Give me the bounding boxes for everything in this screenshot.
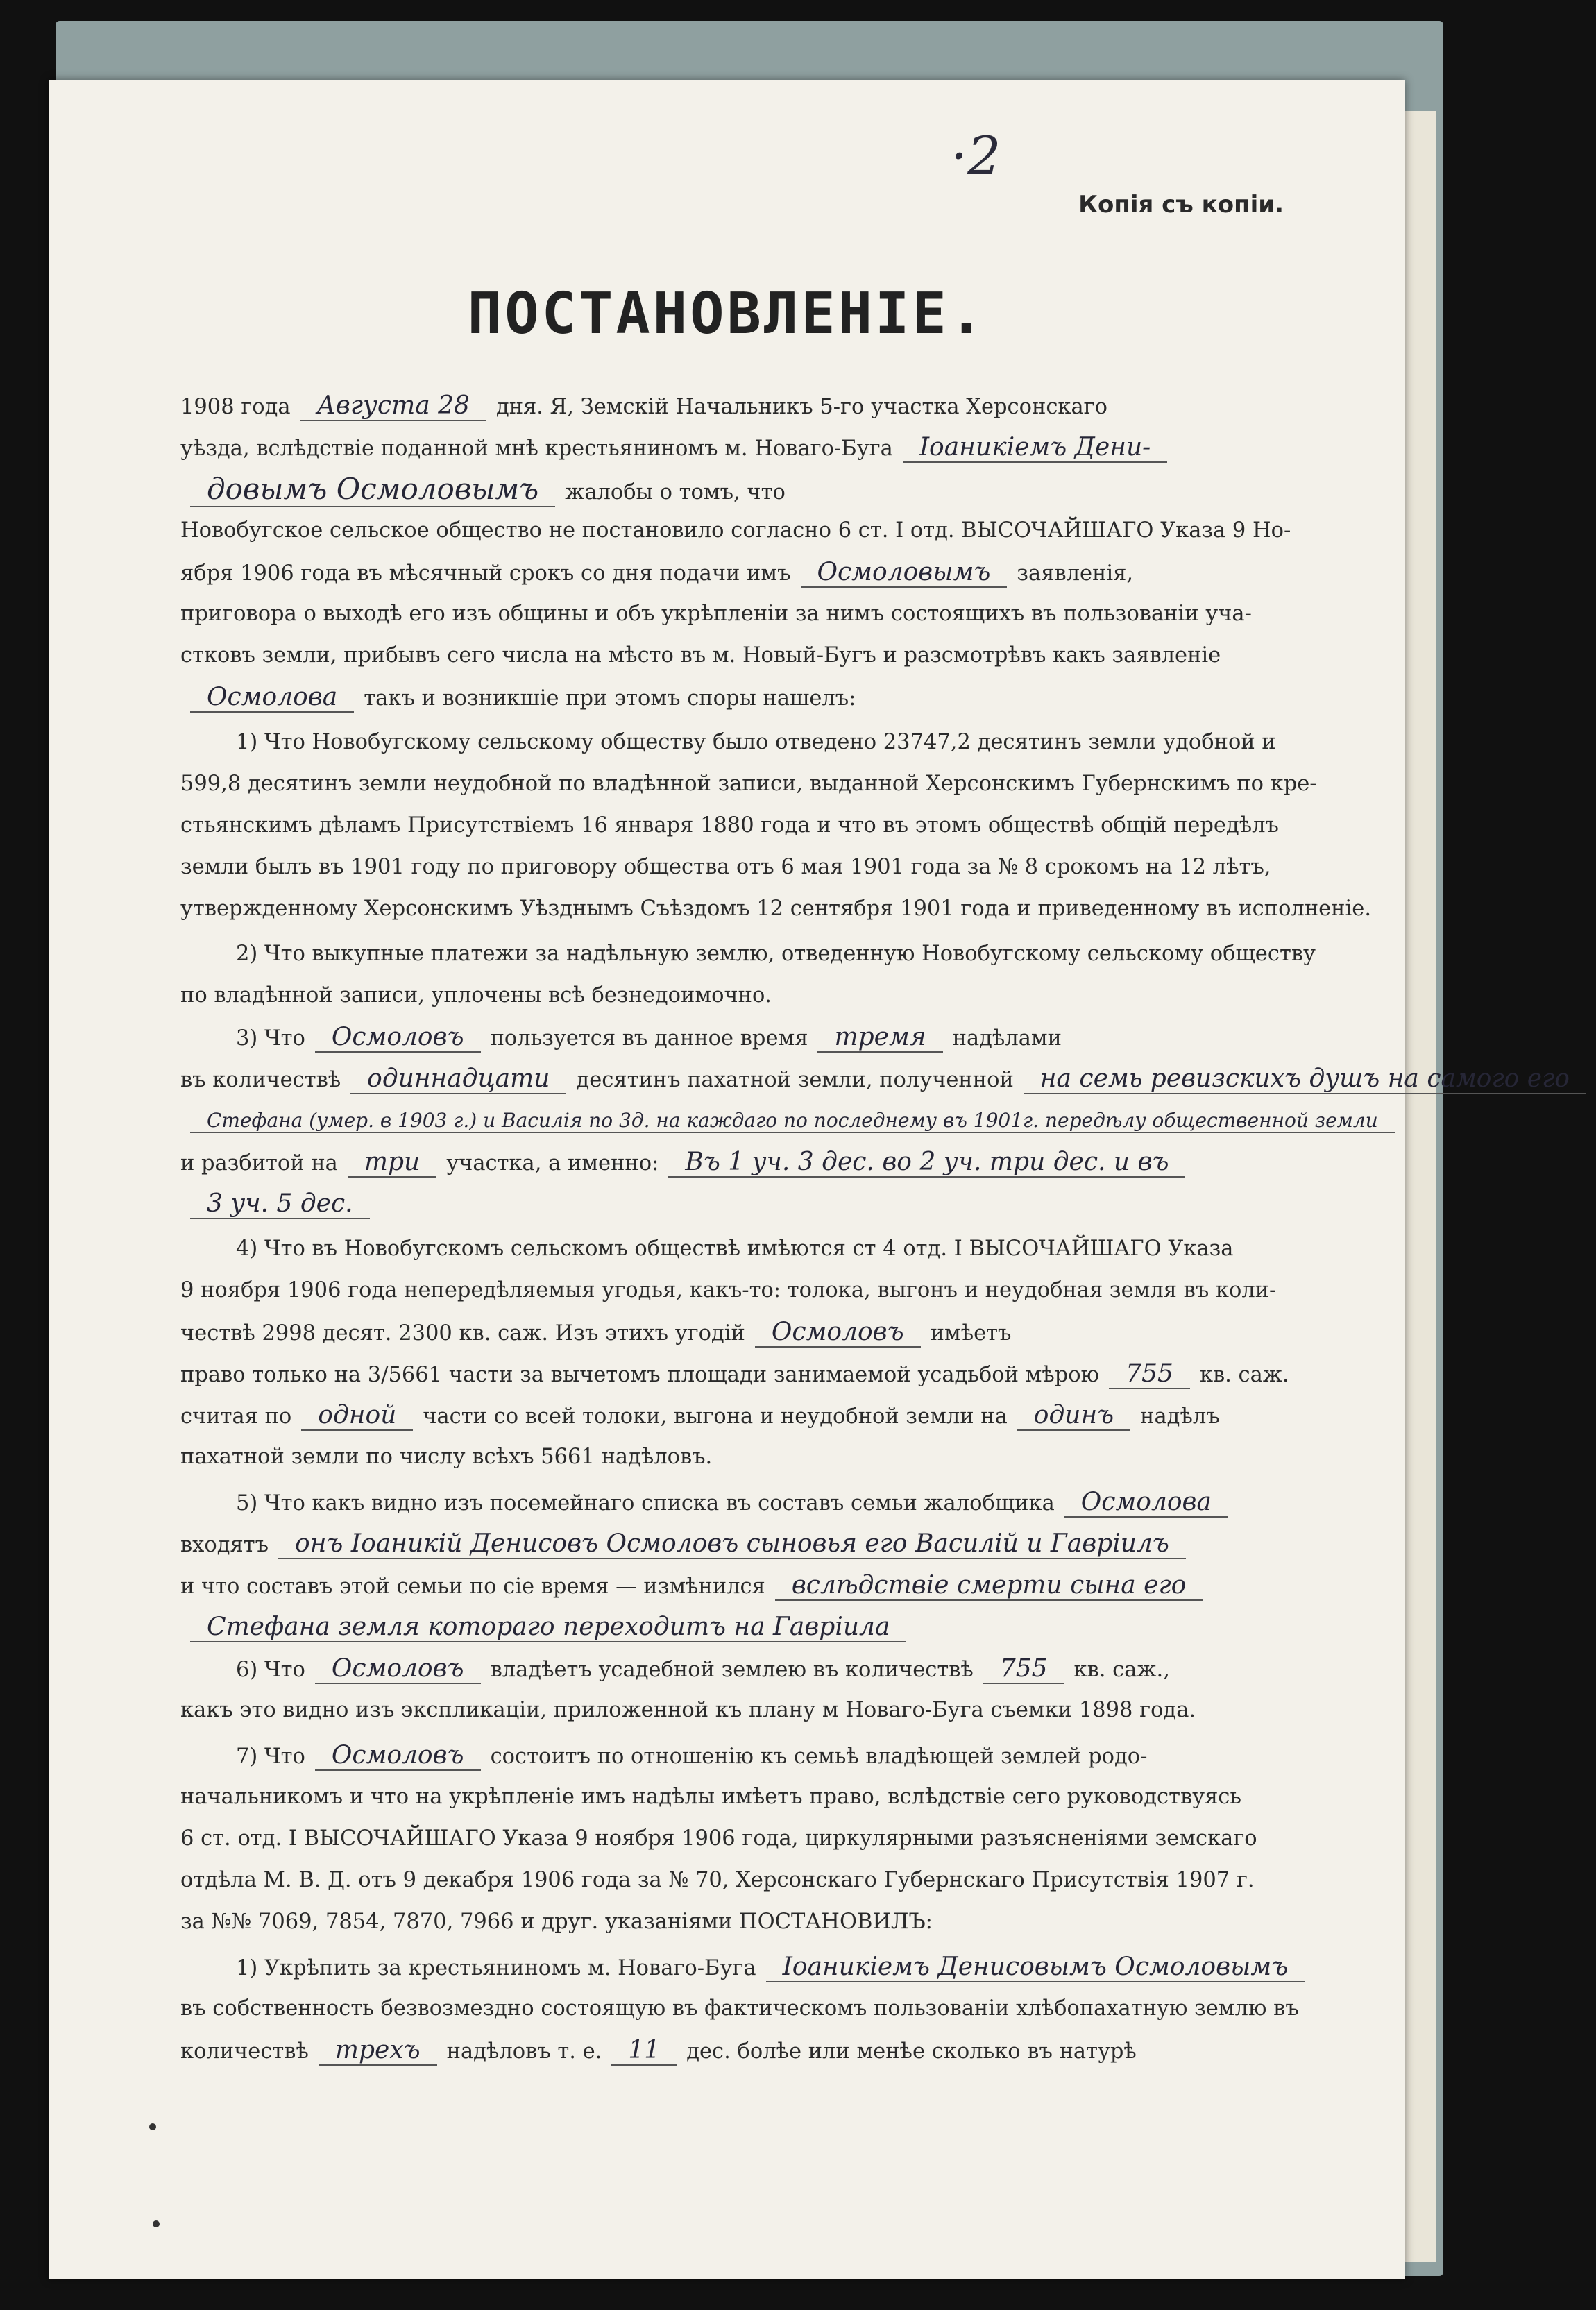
printed-text: 6 ст. отд. I ВЫСОЧАЙШАГО Указа 9 ноября 1906 года, циркулярными разъясненіями земскаго xyxy=(180,1826,1257,1851)
printed-text: владѣетъ усадебной землею въ количествѣ xyxy=(490,1658,974,1682)
printed-text: и что составъ этой семьи по сіе время — измѣнился xyxy=(180,1574,765,1599)
handwritten-entry: одной xyxy=(301,1401,413,1431)
printed-text: 3) Что xyxy=(236,1026,305,1051)
text-line xyxy=(180,1277,1318,1305)
printed-text: , а именно: xyxy=(534,1151,659,1175)
printed-text: въ количествѣ xyxy=(180,1068,341,1092)
text-line xyxy=(180,895,1372,923)
printed-text: стковъ земли, прибывъ сего числа на мѣсто въ м. Новый-Бугъ и разсмотрѣвъ какъ заявленіе xyxy=(180,643,1221,668)
text-line xyxy=(180,1064,1570,1094)
text-line xyxy=(180,472,1318,507)
handwritten-entry: Осмоловъ xyxy=(755,1318,921,1348)
text-line xyxy=(180,1443,1318,1471)
printed-text: стьянскимъ дѣламъ Присутствіемъ 16 января 1880 года и что въ этомъ обществѣ общій передѣлъ xyxy=(180,813,1279,838)
printed-text: кв. саж. xyxy=(1199,1363,1289,1387)
printed-text: чествѣ 2998 десят. 2300 кв. саж. Изъ этихъ угодій xyxy=(180,1321,745,1345)
text-line xyxy=(180,1825,1318,1853)
printed-text: земли былъ въ 1901 году по приговору общества отъ 6 мая 1901 года за № 8 срокомъ на 12 лѣтъ, xyxy=(180,855,1271,879)
printed-text: десятинъ пахатной земли, полученной xyxy=(576,1068,1014,1092)
printed-text: считая по xyxy=(180,1404,292,1429)
text-line xyxy=(236,1488,1318,1518)
text-line xyxy=(236,1953,1318,1982)
printed-text: 599,8 десятинъ земли неудобной по владѣнной записи, выданной Херсонскимъ Губернскимъ по кре- xyxy=(180,772,1317,796)
handwritten-entry: Осмоловъ xyxy=(315,1023,481,1053)
document-page xyxy=(49,80,1570,2279)
printed-text: 1) Что Новобугскому сельскому обществу было отведено 23747,2 десятинъ земли удобной и xyxy=(236,730,1276,754)
handwritten-entry: Іоаникіемъ Денисовымъ Осмоловымъ xyxy=(766,1953,1305,1982)
text-line xyxy=(180,1697,1318,1724)
handwritten-entry: довымъ Осмоловымъ xyxy=(190,472,555,507)
handwritten-entry: онъ Іоаникій Денисовъ Осмоловъ сыновья его Василій и Гавріилъ xyxy=(278,1529,1186,1559)
printed-text: 9 ноября 1906 года непередѣляемыя угодья, какъ-то: толока, выгонъ и неудобная земля въ коли- xyxy=(180,1278,1277,1302)
handwritten-entry: Въ 1 уч. 3 дес. во 2 уч. три дес. и въ xyxy=(668,1148,1185,1178)
text-line xyxy=(236,1235,1318,1263)
text-line xyxy=(236,729,1318,756)
handwritten-entry: Августа 28 xyxy=(300,391,486,421)
ink-dot xyxy=(153,2220,160,2227)
handwritten-entry: Осмоловъ xyxy=(315,1654,481,1684)
printed-text: 6) Что xyxy=(236,1658,305,1682)
text-line xyxy=(180,1318,1318,1348)
handwritten-entry: Осмоловъ xyxy=(315,1741,481,1771)
printed-text: пользуется въ данное время xyxy=(490,1026,808,1051)
text-line xyxy=(180,1530,1318,1559)
handwritten-entry: 755 xyxy=(1109,1359,1190,1389)
text-line xyxy=(180,517,1318,545)
text-line xyxy=(180,600,1318,628)
printed-text: кв. саж., xyxy=(1073,1658,1170,1682)
printed-text: части со всей толоки, выгона и неудобной земли на xyxy=(423,1404,1008,1429)
printed-text: состоитъ по отношенію къ семьѣ владѣющей землей родо- xyxy=(490,1744,1148,1769)
text-line xyxy=(236,1742,1318,1771)
text-line xyxy=(180,1613,1318,1642)
printed-text: 7) Что xyxy=(236,1744,305,1769)
printed-text: надѣлами xyxy=(952,1026,1062,1051)
ink-dot xyxy=(149,2123,156,2130)
handwritten-entry: тремя xyxy=(817,1023,942,1053)
text-line xyxy=(180,434,1318,463)
printed-text: такъ и возникшіе при этомъ споры нашелъ: xyxy=(364,686,856,711)
text-line xyxy=(180,770,1318,798)
printed-text: дес. болѣе или менѣе сколько въ натурѣ xyxy=(686,2039,1137,2064)
handwritten-entry: Осмолова xyxy=(190,683,354,713)
text-line xyxy=(180,1995,1318,2023)
text-line xyxy=(180,1148,1318,1178)
text-line xyxy=(180,812,1318,840)
handwritten-entry: на семь ревизскихъ душъ на самого его xyxy=(1024,1064,1586,1094)
printed-text: уѣзда, вслѣдствіе поданной мнѣ крестьяниномъ м. Новаго-Буга xyxy=(180,436,893,461)
text-line xyxy=(180,853,1318,881)
handwritten-entry: Стефана (умер. в 1903 г.) и Василія по 3д. на каждаго по последнему въ 1901г. передѣлу общественной земли xyxy=(190,1109,1395,1133)
handwritten-entry: 11 xyxy=(611,2036,677,2066)
printed-text: въ собственность безвозмездно состоящую въ фактическомъ пользованіи хлѣбопахатную землю въ xyxy=(180,1996,1299,2021)
printed-text: утвержденному Херсонскимъ Уѣзднымъ Съѣздомъ 12 сентября 1901 года и приведенному въ исполненіе. xyxy=(180,897,1372,921)
handwritten-entry: Осмоловымъ xyxy=(801,558,1008,588)
printed-text: отдѣла М. В. Д. отъ 9 декабря 1906 года за № 70, Херсонскаго Губернскаго Присутствія 1907 г. xyxy=(180,1868,1255,1892)
printed-text: имѣетъ xyxy=(930,1321,1012,1345)
printed-text: право только на 3/5661 части за вычетомъ площади занимаемой усадьбой мѣрою xyxy=(180,1363,1100,1387)
printed-text: количествѣ xyxy=(180,2039,309,2064)
text-line xyxy=(180,1107,1378,1135)
printed-text: входятъ xyxy=(180,1533,269,1557)
printed-text: начальникомъ и что на укрѣпленіе имъ надѣлы имѣетъ право, вслѣдствіе сего руководствуясь xyxy=(180,1785,1241,1809)
printed-text: ября 1906 года въ мѣсячный срокъ со дня подачи имъ xyxy=(180,561,791,586)
text-line xyxy=(180,1402,1318,1431)
text-line xyxy=(180,683,1318,713)
text-line xyxy=(180,1867,1318,1894)
text-line xyxy=(180,1572,1318,1601)
printed-text: пахатной земли по числу всѣхъ 5661 надѣловъ. xyxy=(180,1445,713,1469)
printed-text: заявленія, xyxy=(1017,561,1134,586)
printed-text: и разбитой на xyxy=(180,1151,338,1175)
printed-text: 5) Что какъ видно изъ посемейнаго списка въ составъ семьи жалобщика xyxy=(236,1491,1055,1515)
text-line xyxy=(180,1908,1318,1936)
text-line xyxy=(180,1783,1318,1811)
printed-text: приговора о выходѣ его изъ общины и объ укрѣпленіи за нимъ состоящихъ въ пользованіи уча- xyxy=(180,602,1252,626)
text-line xyxy=(180,642,1318,670)
handwritten-entry: Іоаникіемъ Дени- xyxy=(903,433,1168,463)
text-line xyxy=(180,1190,1318,1219)
handwritten-entry: вслѣдствіе смерти сына его xyxy=(775,1571,1203,1601)
handwritten-entry: 3 уч. 5 дес. xyxy=(190,1189,370,1219)
printed-text: надѣловъ т. е. xyxy=(446,2039,602,2064)
handwritten-entry: одиннадцати xyxy=(350,1064,566,1094)
text-line xyxy=(180,392,1318,421)
printed-text: за №№ 7069, 7854, 7870, 7966 и друг. указаніями ПОСТАНОВИЛЪ: xyxy=(180,1910,933,1934)
printed-text: по владѣнной записи, уплочены всѣ безнедоимочно. xyxy=(180,983,772,1008)
handwritten-entry: три xyxy=(348,1148,436,1178)
printed-text: жалобы о томъ, что xyxy=(565,480,786,504)
text-line xyxy=(236,1024,1318,1053)
handwritten-entry: одинъ xyxy=(1017,1401,1130,1431)
printed-text: 1) Укрѣпить за крестьяниномъ м. Новаго-Буга xyxy=(236,1956,756,1980)
text-line xyxy=(236,1655,1318,1684)
text-line xyxy=(236,940,1318,968)
printed-text: участка xyxy=(446,1151,535,1175)
printed-text: какъ это видно изъ экспликаціи, приложенной къ плану м Новаго-Буга съемки 1898 года. xyxy=(180,1698,1196,1722)
printed-text: 4) Что въ Новобугскомъ сельскомъ обществѣ имѣются ст 4 отд. I ВЫСОЧАЙШАГО Указа xyxy=(236,1237,1234,1261)
copy-note: Копія съ копіи. xyxy=(1078,191,1284,219)
printed-text: 2) Что выкупные платежи за надѣльную землю, отведенную Новобугскому сельскому обществу xyxy=(236,942,1316,966)
page-number: ·2 xyxy=(951,125,1001,187)
printed-text: Новобугское сельское общество не постановило согласно 6 ст. I отд. ВЫСОЧАЙШАГО Указа 9 Но- xyxy=(180,518,1291,543)
handwritten-entry: 755 xyxy=(983,1654,1064,1684)
printed-text: дня. Я, Земскій Начальникъ 5-го участка Херсонскаго xyxy=(495,395,1107,419)
text-line xyxy=(180,559,1318,588)
printed-text: 1908 года xyxy=(180,395,291,419)
page-title: ПОСТАНОВЛЕНІЕ. xyxy=(467,281,987,347)
text-line xyxy=(180,2037,1318,2066)
text-line xyxy=(180,1360,1318,1389)
text-line xyxy=(180,982,1318,1010)
handwritten-entry: Стефана земля котораго переходитъ на Гавріила xyxy=(190,1613,906,1642)
handwritten-entry: Осмолова xyxy=(1064,1488,1228,1518)
handwritten-entry: трехъ xyxy=(319,2036,437,2066)
printed-text: надѣлъ xyxy=(1140,1404,1220,1429)
